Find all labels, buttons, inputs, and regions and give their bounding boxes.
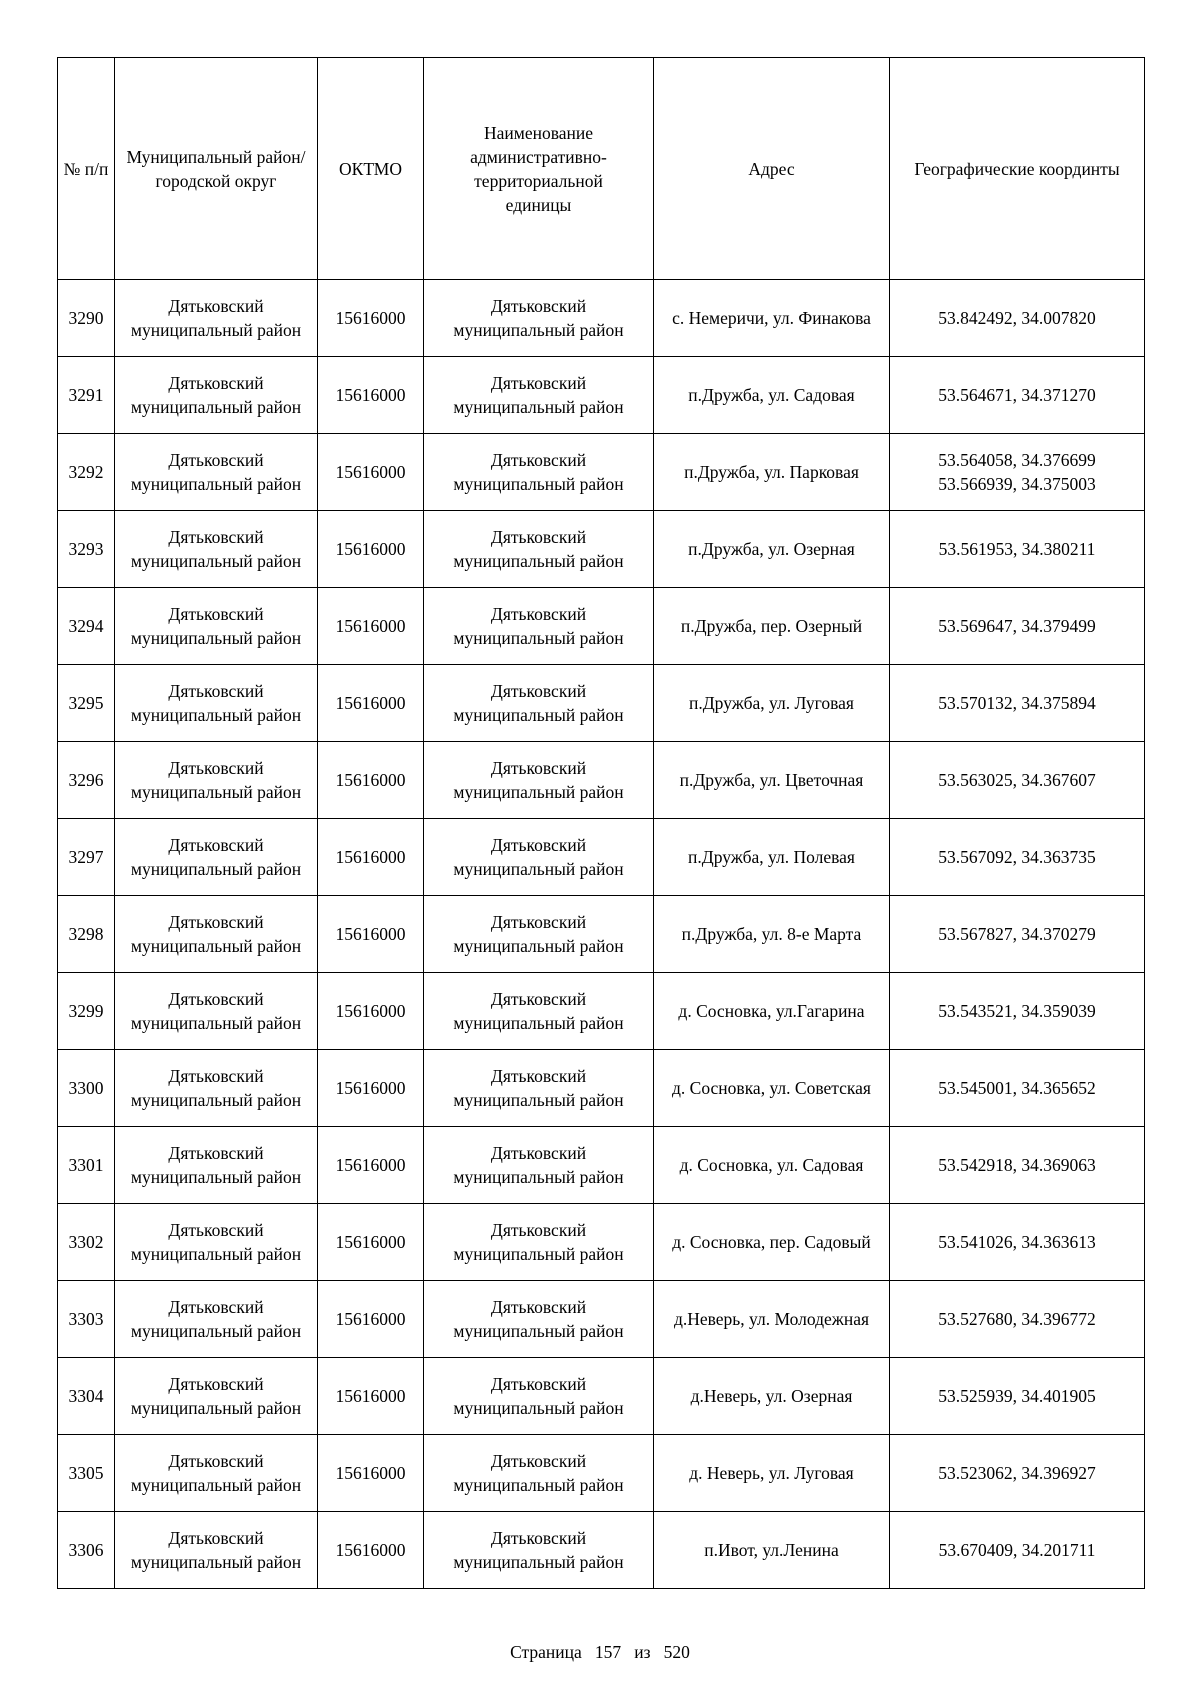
- row-address: [654, 357, 890, 434]
- table-row: [58, 896, 1145, 973]
- row-number: [58, 742, 115, 819]
- row-oktmo: [318, 511, 424, 588]
- row-address: [654, 1435, 890, 1512]
- row-unit: [424, 819, 654, 896]
- row-unit: [424, 357, 654, 434]
- row-district-text: Дятьковский муниципальный район: [130, 681, 302, 725]
- row-district: [115, 665, 318, 742]
- row-number-text: 3305: [68, 1463, 104, 1483]
- row-address: [654, 1281, 890, 1358]
- row-coordinates-text: 53.563025, 34.367607: [938, 770, 1096, 790]
- row-number-text: 3302: [68, 1232, 104, 1252]
- row-address: [654, 588, 890, 665]
- row-district-text: Дятьковский муниципальный район: [130, 1143, 302, 1187]
- row-number: [58, 357, 115, 434]
- row-district: [115, 434, 318, 511]
- row-district-text: Дятьковский муниципальный район: [130, 758, 302, 802]
- row-coordinates: [890, 665, 1145, 742]
- row-district-text: Дятьковский муниципальный район: [130, 1374, 302, 1418]
- row-oktmo-text: 15616000: [335, 539, 406, 559]
- row-address-text: д. Сосновка, пер. Садовый: [672, 1232, 871, 1252]
- row-coordinates-text: 53.566939, 34.375003: [938, 474, 1096, 494]
- row-number: [58, 973, 115, 1050]
- row-district-text: Дятьковский муниципальный район: [130, 1297, 302, 1341]
- row-district-text: Дятьковский муниципальный район: [130, 835, 302, 879]
- row-oktmo: [318, 1204, 424, 1281]
- row-oktmo-text: 15616000: [335, 385, 406, 405]
- row-coordinates: [890, 280, 1145, 357]
- row-district: [115, 1127, 318, 1204]
- row-district-text: Дятьковский муниципальный район: [130, 373, 302, 417]
- row-address-text: д.Неверь, ул. Молодежная: [673, 1309, 870, 1329]
- row-coordinates: [890, 896, 1145, 973]
- row-coordinates-text: 53.570132, 34.375894: [938, 693, 1096, 713]
- row-oktmo-text: 15616000: [335, 1540, 406, 1560]
- row-district-text: Дятьковский муниципальный район: [130, 296, 302, 340]
- row-district-text: Дятьковский муниципальный район: [130, 989, 302, 1033]
- header-unit: [424, 58, 654, 280]
- row-number-text: 3290: [68, 308, 104, 328]
- row-district: [115, 1281, 318, 1358]
- row-district: [115, 1204, 318, 1281]
- row-address: [654, 1127, 890, 1204]
- row-oktmo-text: 15616000: [335, 308, 406, 328]
- row-address-text: п.Дружба, ул. Полевая: [688, 847, 855, 867]
- row-coordinates-text: 53.545001, 34.365652: [938, 1078, 1096, 1098]
- row-number-text: 3298: [68, 924, 104, 944]
- row-number: [58, 1050, 115, 1127]
- row-oktmo: [318, 434, 424, 511]
- row-coordinates-text: 53.523062, 34.396927: [938, 1463, 1096, 1483]
- row-oktmo: [318, 1127, 424, 1204]
- table-row: [58, 665, 1145, 742]
- row-address: [654, 1358, 890, 1435]
- row-number: [58, 819, 115, 896]
- row-oktmo: [318, 1435, 424, 1512]
- header-address-text: Адрес: [748, 158, 795, 179]
- table-row: [58, 1281, 1145, 1358]
- row-oktmo: [318, 1281, 424, 1358]
- table-row: [58, 434, 1145, 511]
- row-number: [58, 434, 115, 511]
- row-district-text: Дятьковский муниципальный район: [130, 1528, 302, 1572]
- row-coordinates-text: 53.567827, 34.370279: [938, 924, 1096, 944]
- row-unit-text: Дятьковский муниципальный район: [453, 1297, 624, 1341]
- row-unit: [424, 1050, 654, 1127]
- row-coordinates-text: 53.567092, 34.363735: [938, 847, 1096, 867]
- row-oktmo-text: 15616000: [335, 1463, 406, 1483]
- row-address-text: п.Дружба, пер. Озерный: [680, 616, 863, 636]
- row-number: [58, 896, 115, 973]
- row-oktmo-text: 15616000: [335, 770, 406, 790]
- row-unit: [424, 280, 654, 357]
- row-number: [58, 1435, 115, 1512]
- table-row: [58, 819, 1145, 896]
- row-unit-text: Дятьковский муниципальный район: [453, 296, 624, 340]
- row-number-text: 3301: [68, 1155, 104, 1175]
- row-unit: [424, 1512, 654, 1589]
- row-district-text: Дятьковский муниципальный район: [130, 1220, 302, 1264]
- table-row: [58, 1358, 1145, 1435]
- row-unit: [424, 588, 654, 665]
- row-unit: [424, 1204, 654, 1281]
- row-number-text: 3297: [68, 847, 104, 867]
- row-coordinates: [890, 742, 1145, 819]
- row-oktmo: [318, 665, 424, 742]
- row-address: [654, 280, 890, 357]
- row-address: [654, 511, 890, 588]
- row-oktmo: [318, 896, 424, 973]
- row-district: [115, 1358, 318, 1435]
- row-unit: [424, 1281, 654, 1358]
- row-number-text: 3300: [68, 1078, 104, 1098]
- row-unit-text: Дятьковский муниципальный район: [453, 758, 624, 802]
- row-unit: [424, 742, 654, 819]
- row-address: [654, 896, 890, 973]
- row-address-text: п.Дружба, ул. Луговая: [689, 693, 854, 713]
- row-unit: [424, 1358, 654, 1435]
- row-number-text: 3291: [68, 385, 104, 405]
- row-unit: [424, 665, 654, 742]
- table-row: [58, 1512, 1145, 1589]
- row-oktmo-text: 15616000: [335, 1001, 406, 1021]
- row-oktmo-text: 15616000: [335, 462, 406, 482]
- table-row: [58, 1435, 1145, 1512]
- row-coordinates-text: 53.542918, 34.369063: [938, 1155, 1096, 1175]
- row-coordinates: [890, 973, 1145, 1050]
- row-coordinates-text: 53.561953, 34.380211: [938, 539, 1096, 559]
- row-unit-text: Дятьковский муниципальный район: [453, 681, 624, 725]
- row-unit-text: Дятьковский муниципальный район: [453, 912, 624, 956]
- row-address: [654, 1204, 890, 1281]
- row-district: [115, 1512, 318, 1589]
- row-number-text: 3295: [68, 693, 104, 713]
- row-district-text: Дятьковский муниципальный район: [130, 604, 302, 648]
- row-oktmo: [318, 1512, 424, 1589]
- row-number-text: 3304: [68, 1386, 104, 1406]
- row-unit-text: Дятьковский муниципальный район: [453, 1528, 624, 1572]
- row-number: [58, 1281, 115, 1358]
- row-number: [58, 1512, 115, 1589]
- table-row: [58, 1127, 1145, 1204]
- row-oktmo: [318, 819, 424, 896]
- header-oktmo-text: ОКТМО: [339, 158, 402, 179]
- row-address-text: д. Сосновка, ул. Советская: [672, 1078, 871, 1098]
- row-coordinates: [890, 511, 1145, 588]
- row-unit-text: Дятьковский муниципальный район: [453, 1451, 624, 1495]
- row-district: [115, 742, 318, 819]
- row-coordinates: [890, 434, 1145, 511]
- row-address: [654, 665, 890, 742]
- row-unit-text: Дятьковский муниципальный район: [453, 450, 624, 494]
- row-oktmo: [318, 973, 424, 1050]
- row-number-text: 3293: [68, 539, 104, 559]
- row-district: [115, 896, 318, 973]
- row-address-text: п.Дружба, ул. Цветочная: [679, 770, 864, 790]
- row-number: [58, 588, 115, 665]
- row-district: [115, 1435, 318, 1512]
- address-registry-table: [57, 57, 1145, 1589]
- row-oktmo-text: 15616000: [335, 616, 406, 636]
- row-unit: [424, 1435, 654, 1512]
- row-coordinates-text: 53.670409, 34.201711: [938, 1540, 1096, 1560]
- row-address: [654, 1512, 890, 1589]
- row-district: [115, 357, 318, 434]
- row-address: [654, 434, 890, 511]
- row-oktmo-text: 15616000: [335, 924, 406, 944]
- table-row: [58, 280, 1145, 357]
- table-row: [58, 1050, 1145, 1127]
- row-address-text: п.Дружба, ул. Озерная: [688, 539, 855, 559]
- table-row: [58, 1204, 1145, 1281]
- row-unit-text: Дятьковский муниципальный район: [453, 989, 624, 1033]
- row-unit-text: Дятьковский муниципальный район: [453, 373, 624, 417]
- header-coordinates: [890, 58, 1145, 280]
- row-unit: [424, 511, 654, 588]
- header-coordinates-text: Географические координты: [914, 158, 1120, 179]
- row-coordinates-text: 53.527680, 34.396772: [938, 1309, 1096, 1329]
- header-number-text: № п/п: [63, 158, 109, 179]
- table-body: [58, 280, 1145, 1589]
- row-coordinates-text: 53.541026, 34.363613: [938, 1232, 1096, 1252]
- row-oktmo-text: 15616000: [335, 847, 406, 867]
- row-oktmo-text: 15616000: [335, 1078, 406, 1098]
- row-oktmo: [318, 280, 424, 357]
- row-coordinates-text: 53.525939, 34.401905: [938, 1386, 1096, 1406]
- header-district-text: Муниципальный район/городской округ: [126, 146, 306, 191]
- row-address-text: п.Дружба, ул. 8-е Марта: [681, 924, 862, 944]
- row-coordinates: [890, 1435, 1145, 1512]
- row-district: [115, 1050, 318, 1127]
- row-unit-text: Дятьковский муниципальный район: [453, 1066, 624, 1110]
- row-address-text: п.Ивот, ул.Ленина: [704, 1540, 839, 1560]
- row-district-text: Дятьковский муниципальный район: [130, 450, 302, 494]
- row-address-text: п.Дружба, ул. Парковая: [684, 462, 859, 482]
- row-district-text: Дятьковский муниципальный район: [130, 527, 302, 571]
- row-unit: [424, 1127, 654, 1204]
- row-unit: [424, 434, 654, 511]
- table-row: [58, 973, 1145, 1050]
- row-number: [58, 1127, 115, 1204]
- row-district: [115, 973, 318, 1050]
- row-number-text: 3296: [68, 770, 104, 790]
- table-row: [58, 742, 1145, 819]
- row-coordinates: [890, 1358, 1145, 1435]
- table-row: [58, 511, 1145, 588]
- row-address: [654, 1050, 890, 1127]
- row-coordinates: [890, 357, 1145, 434]
- row-oktmo: [318, 588, 424, 665]
- row-address-text: п.Дружба, ул. Садовая: [688, 385, 855, 405]
- row-coordinates-text: 53.564058, 34.376699: [938, 450, 1096, 470]
- row-coordinates: [890, 1204, 1145, 1281]
- row-number: [58, 1204, 115, 1281]
- row-unit: [424, 973, 654, 1050]
- row-coordinates: [890, 1281, 1145, 1358]
- row-coordinates-text: 53.543521, 34.359039: [938, 1001, 1096, 1021]
- row-address-text: д. Сосновка, ул. Садовая: [679, 1155, 864, 1175]
- row-unit-text: Дятьковский муниципальный район: [453, 527, 624, 571]
- row-address-text: д. Сосновка, ул.Гагарина: [678, 1001, 865, 1021]
- header-district: [115, 58, 318, 280]
- row-coordinates-text: 53.569647, 34.379499: [938, 616, 1096, 636]
- row-oktmo-text: 15616000: [335, 1309, 406, 1329]
- row-oktmo-text: 15616000: [335, 1232, 406, 1252]
- footer-total-pages: 520: [663, 1642, 690, 1662]
- row-district-text: Дятьковский муниципальный район: [130, 1451, 302, 1495]
- header-address: [654, 58, 890, 280]
- row-district: [115, 819, 318, 896]
- row-coordinates: [890, 1512, 1145, 1589]
- row-unit-text: Дятьковский муниципальный район: [453, 835, 624, 879]
- table-header-row: [58, 58, 1145, 280]
- row-unit-text: Дятьковский муниципальный район: [453, 1143, 624, 1187]
- row-number-text: 3299: [68, 1001, 104, 1021]
- row-oktmo-text: 15616000: [335, 1386, 406, 1406]
- row-coordinates: [890, 588, 1145, 665]
- row-address: [654, 742, 890, 819]
- row-coordinates-text: 53.842492, 34.007820: [938, 308, 1096, 328]
- footer-of: из: [634, 1642, 651, 1662]
- row-number-text: 3294: [68, 616, 104, 636]
- header-number: [58, 58, 115, 280]
- row-unit-text: Дятьковский муниципальный район: [453, 1374, 624, 1418]
- row-number-text: 3306: [68, 1540, 104, 1560]
- row-oktmo-text: 15616000: [335, 1155, 406, 1175]
- footer-page-number: 157: [594, 1642, 622, 1662]
- row-unit: [424, 896, 654, 973]
- row-coordinates: [890, 1050, 1145, 1127]
- row-number: [58, 280, 115, 357]
- row-unit-text: Дятьковский муниципальный район: [453, 604, 624, 648]
- row-address: [654, 819, 890, 896]
- row-oktmo: [318, 1358, 424, 1435]
- row-oktmo: [318, 742, 424, 819]
- footer-prefix: Страница: [510, 1642, 582, 1662]
- table-row: [58, 357, 1145, 434]
- row-address: [654, 973, 890, 1050]
- row-oktmo: [318, 1050, 424, 1127]
- row-address-text: д.Неверь, ул. Озерная: [690, 1386, 853, 1406]
- row-coordinates: [890, 1127, 1145, 1204]
- row-district: [115, 511, 318, 588]
- row-district: [115, 280, 318, 357]
- row-number: [58, 1358, 115, 1435]
- row-district: [115, 588, 318, 665]
- header-unit-text: Наименование административно-территориальной единицы: [470, 122, 607, 215]
- row-number: [58, 665, 115, 742]
- row-district-text: Дятьковский муниципальный район: [130, 1066, 302, 1110]
- page-footer: [0, 1640, 1200, 1664]
- row-number-text: 3303: [68, 1309, 104, 1329]
- row-unit-text: Дятьковский муниципальный район: [453, 1220, 624, 1264]
- header-oktmo: [318, 58, 424, 280]
- row-address-text: д. Неверь, ул. Луговая: [689, 1463, 854, 1483]
- table-row: [58, 588, 1145, 665]
- row-district-text: Дятьковский муниципальный район: [130, 912, 302, 956]
- row-number: [58, 511, 115, 588]
- row-coordinates: [890, 819, 1145, 896]
- row-number-text: 3292: [68, 462, 104, 482]
- row-address-text: с. Немеричи, ул. Финакова: [672, 308, 871, 328]
- row-oktmo-text: 15616000: [335, 693, 406, 713]
- row-oktmo: [318, 357, 424, 434]
- row-coordinates-text: 53.564671, 34.371270: [938, 385, 1096, 405]
